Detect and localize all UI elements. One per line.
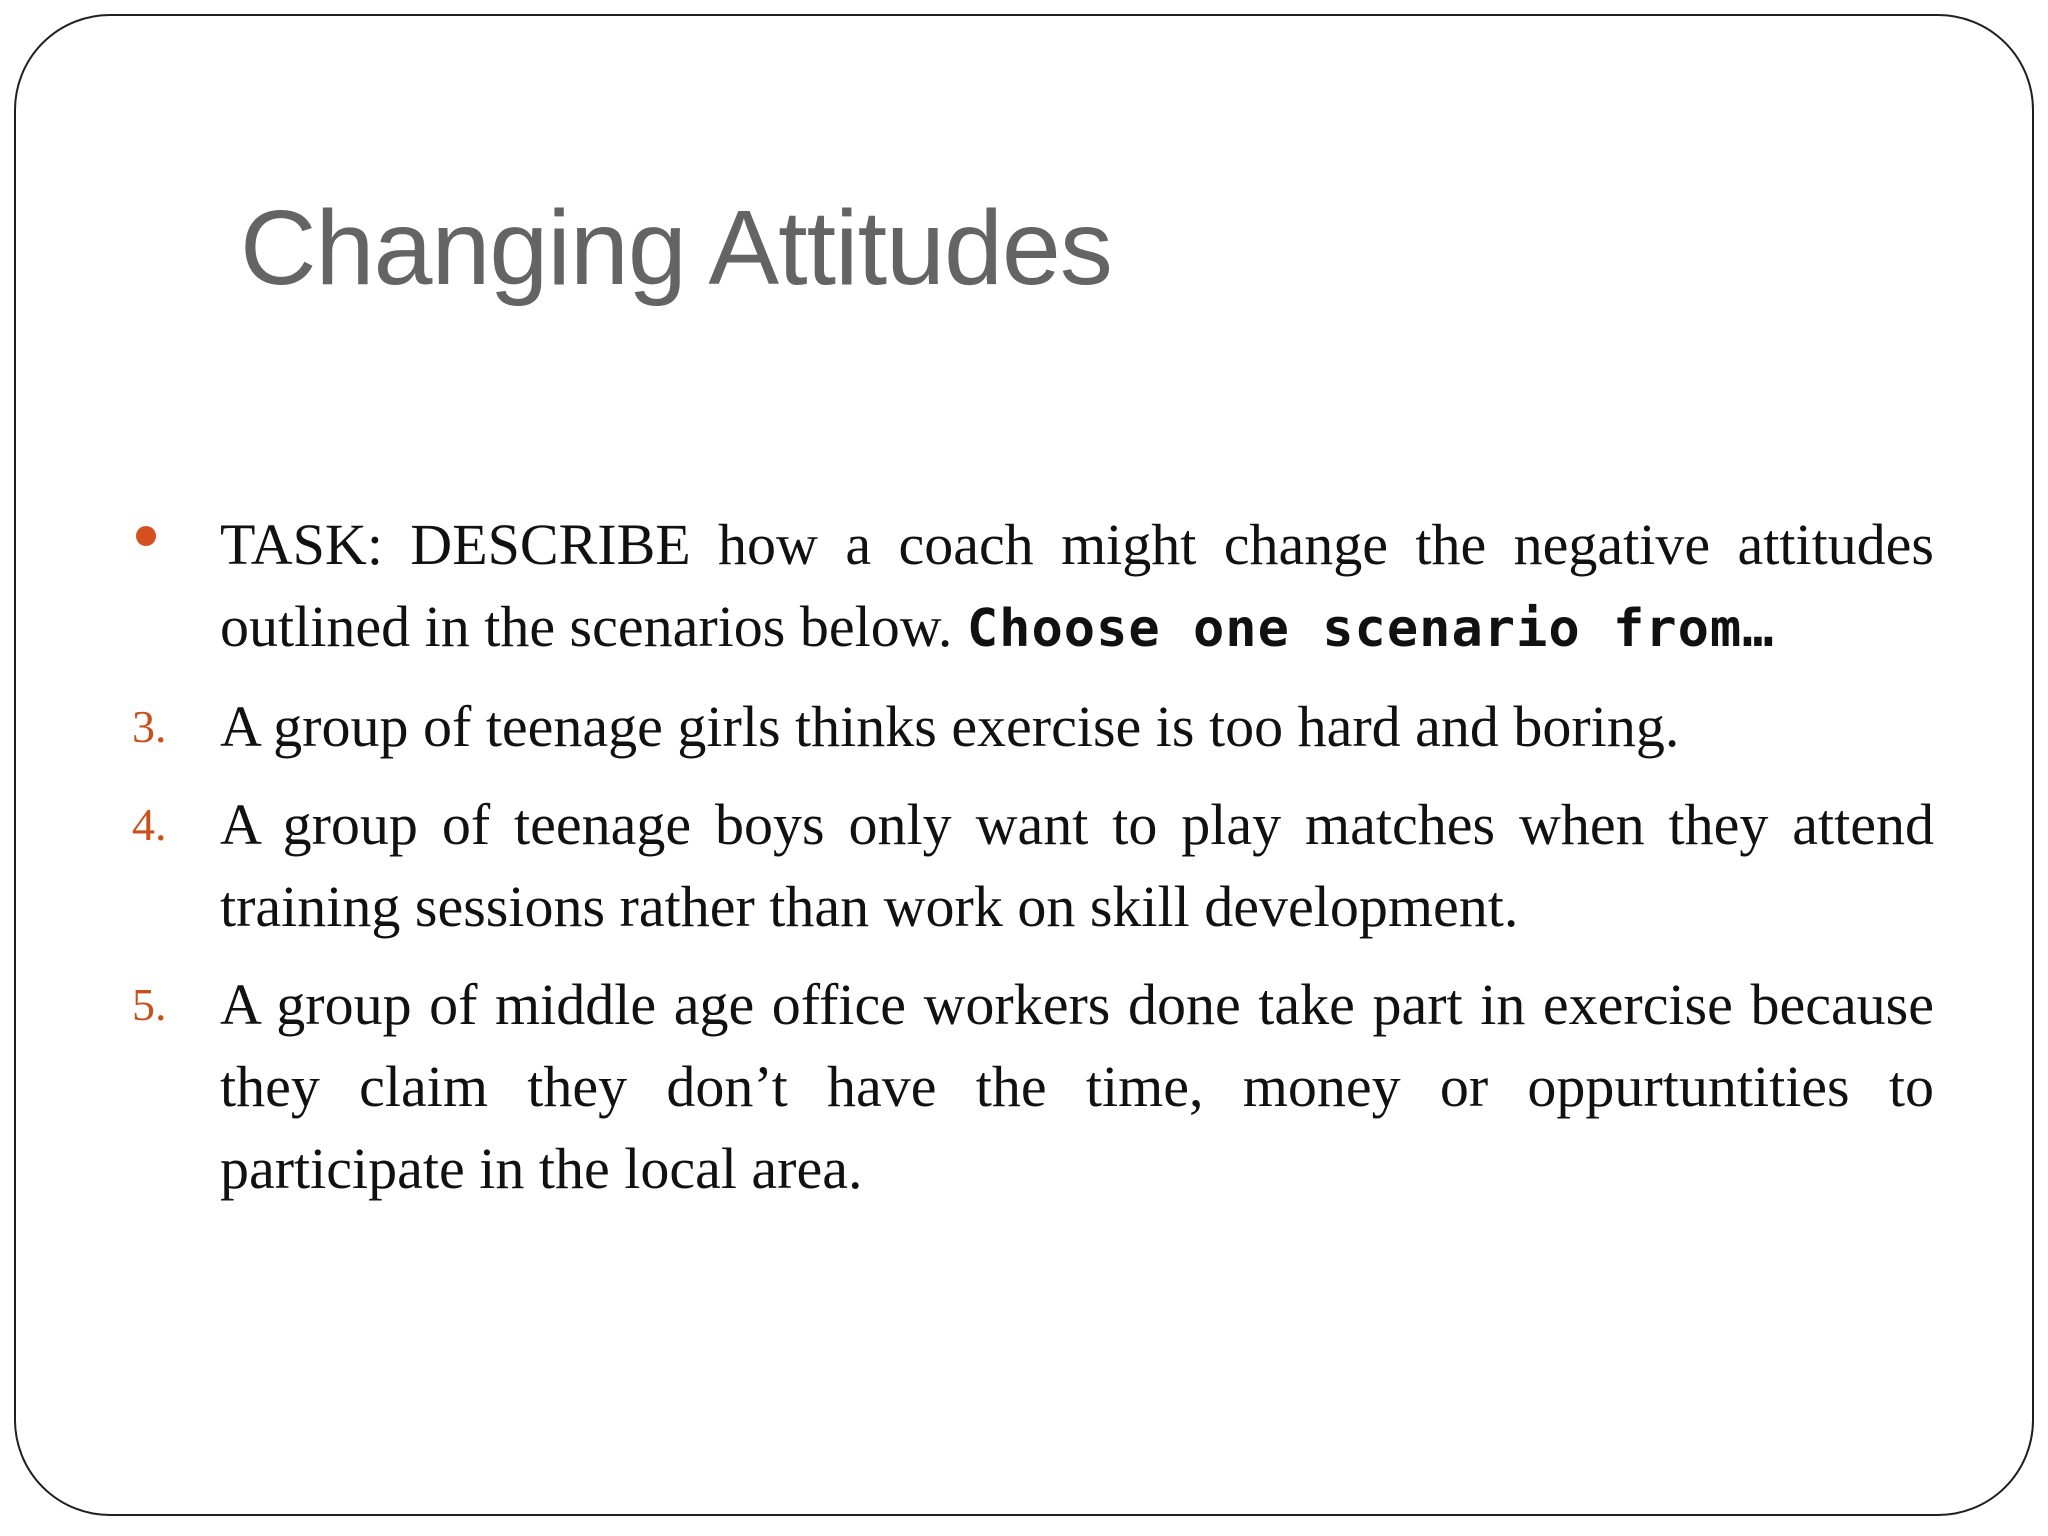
task-text: TASK: DESCRIBE how a coach might change the negative attitudes outlined in the scenarios below. [220, 512, 1934, 659]
scenario-item [116, 686, 1934, 768]
slide-frame [14, 14, 2034, 1516]
task-bullet [116, 504, 1934, 670]
bullet-dot-icon [136, 526, 156, 546]
slide-body [116, 504, 1934, 1226]
slide-title: Changing Attitudes [240, 189, 1112, 307]
scenario-number: 3. [132, 701, 167, 752]
scenario-text: A group of teenage boys only want to play matches when they attend training sessions rather than work on skill development. [220, 792, 1934, 939]
scenario-text: A group of teenage girls thinks exercise is too hard and boring. [220, 694, 1680, 759]
task-emphasis: Choose one scenario from… [966, 599, 1775, 659]
scenario-text: A group of middle age office workers done take part in exercise because they claim they don’t have the time, money or oppurtuntities to participate in the local area. [220, 972, 1934, 1201]
scenario-number: 5. [132, 979, 167, 1030]
scenario-item [116, 964, 1934, 1210]
scenario-item [116, 784, 1934, 948]
scenario-number: 4. [132, 799, 167, 850]
